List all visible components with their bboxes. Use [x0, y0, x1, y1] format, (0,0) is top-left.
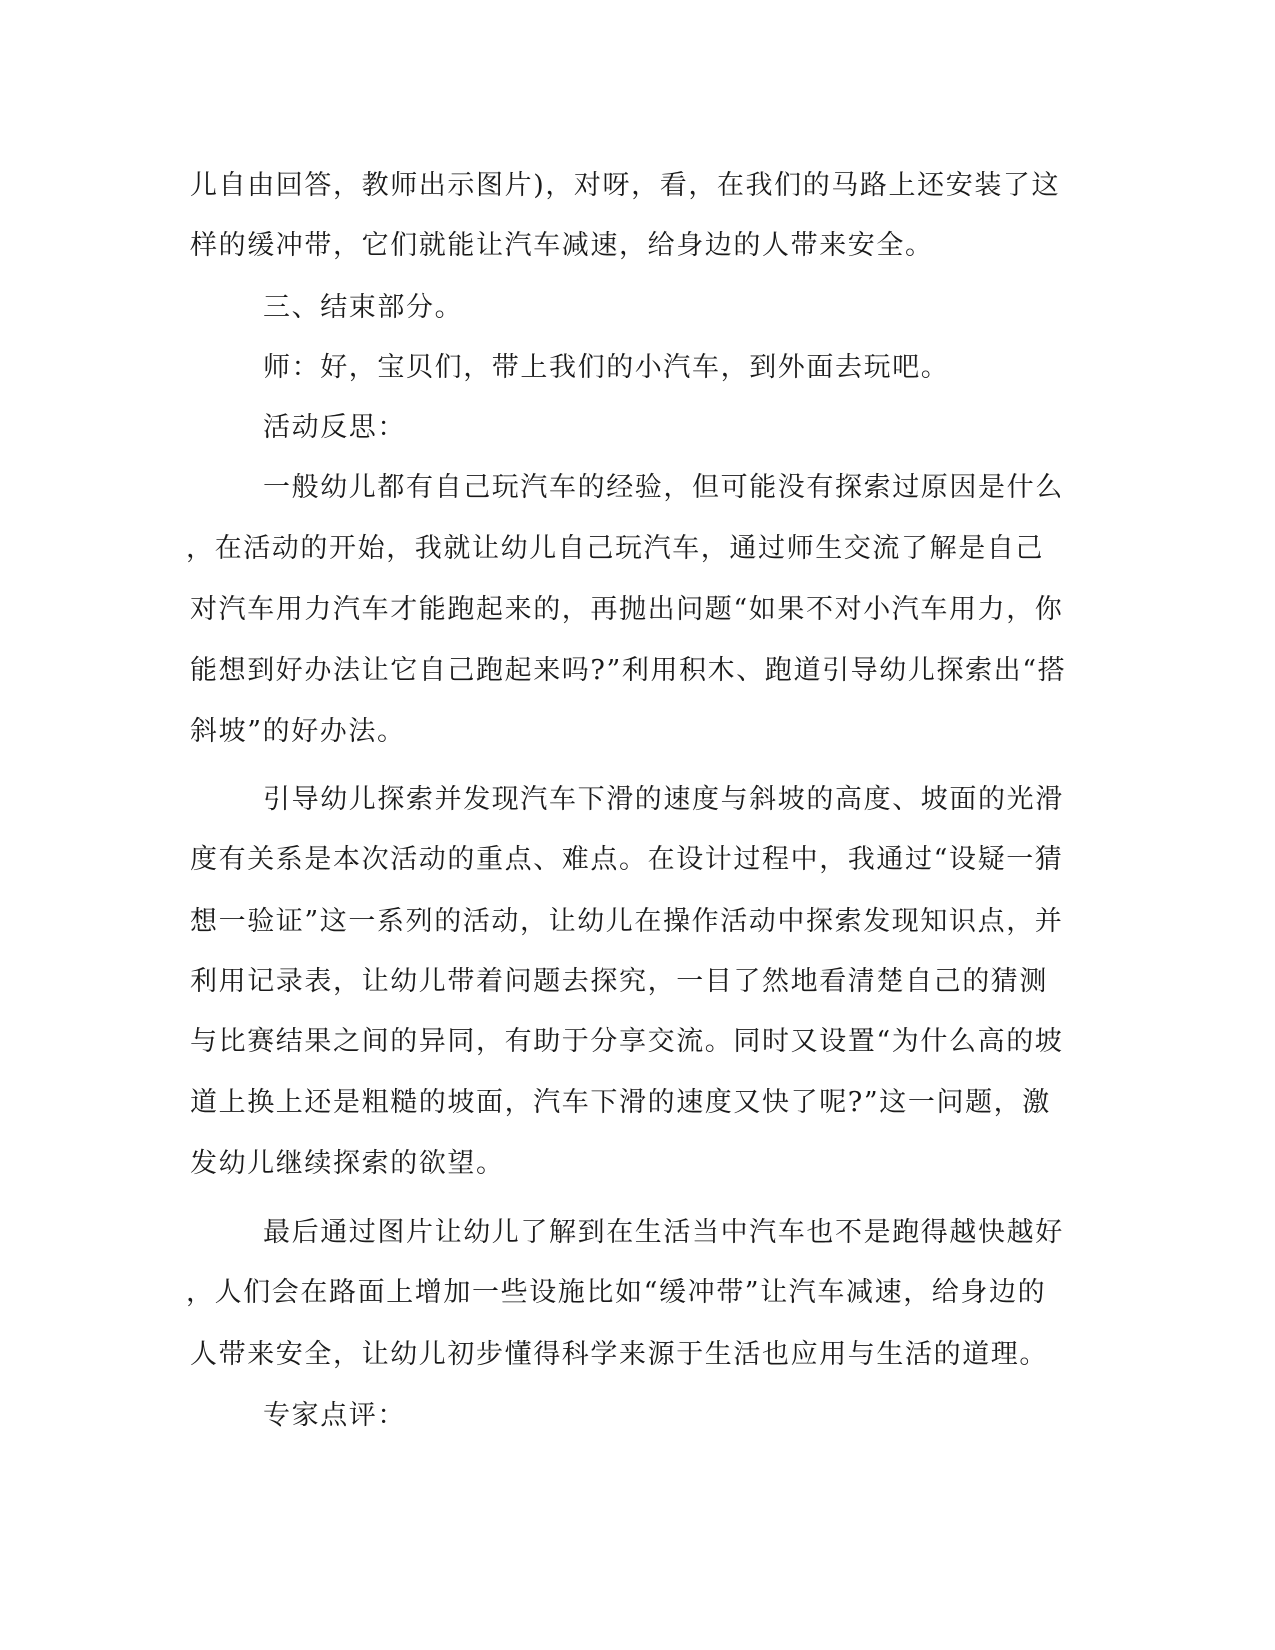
text-line: 引导幼儿探索并发现汽车下滑的速度与斜坡的高度、坡面的光滑: [263, 784, 1064, 815]
text-line: 度有关系是本次活动的重点、难点。在设计过程中，我通过“设疑一猜: [190, 844, 1064, 875]
text-line: 利用记录表，让幼儿带着问题去探究，一目了然地看清楚自己的猜测: [190, 966, 1048, 997]
section-heading: 活动反思：: [263, 412, 406, 443]
section-heading: 三、结束部分。: [263, 292, 464, 323]
text-line: 想一验证”这一系列的活动，让幼儿在操作活动中探索发现知识点，并: [190, 906, 1064, 937]
text-line: 人带来安全，让幼儿初步懂得科学来源于生活也应用与生活的道理。: [190, 1339, 1048, 1370]
section-heading: 专家点评：: [263, 1400, 406, 1431]
text-line: 儿自由回答，教师出示图片)，对呀，看，在我们的马路上还安装了这: [190, 170, 1061, 201]
text-line: 对汽车用力汽车才能跑起来的，再抛出问题“如果不对小汽车用力，你: [190, 594, 1064, 625]
text-line: 斜坡”的好办法。: [190, 716, 406, 747]
text-line: ，人们会在路面上增加一些设施比如“缓冲带”让汽车减速，给身边的: [186, 1277, 1047, 1308]
text-line: 师：好，宝贝们，带上我们的小汽车，到外面去玩吧。: [263, 352, 950, 383]
text-line: 样的缓冲带，它们就能让汽车减速，给身边的人带来安全。: [190, 230, 934, 261]
text-line: 能想到好办法让它自己跑起来吗?”利用积木、跑道引导幼儿探索出“搭: [190, 655, 1067, 686]
text-line: ，在活动的开始，我就让幼儿自己玩汽车，通过师生交流了解是自己: [186, 533, 1044, 564]
text-line: 发幼儿继续探索的欲望。: [190, 1148, 505, 1179]
text-line: 一般幼儿都有自己玩汽车的经验，但可能没有探索过原因是什么: [263, 472, 1064, 503]
text-line: 道上换上还是粗糙的坡面，汽车下滑的速度又快了呢?”这一问题，激: [190, 1087, 1051, 1118]
text-line: 与比赛结果之间的异同，有助于分享交流。同时又设置“为什么高的坡: [190, 1026, 1064, 1057]
text-line: 最后通过图片让幼儿了解到在生活当中汽车也不是跑得越快越好: [263, 1217, 1064, 1248]
